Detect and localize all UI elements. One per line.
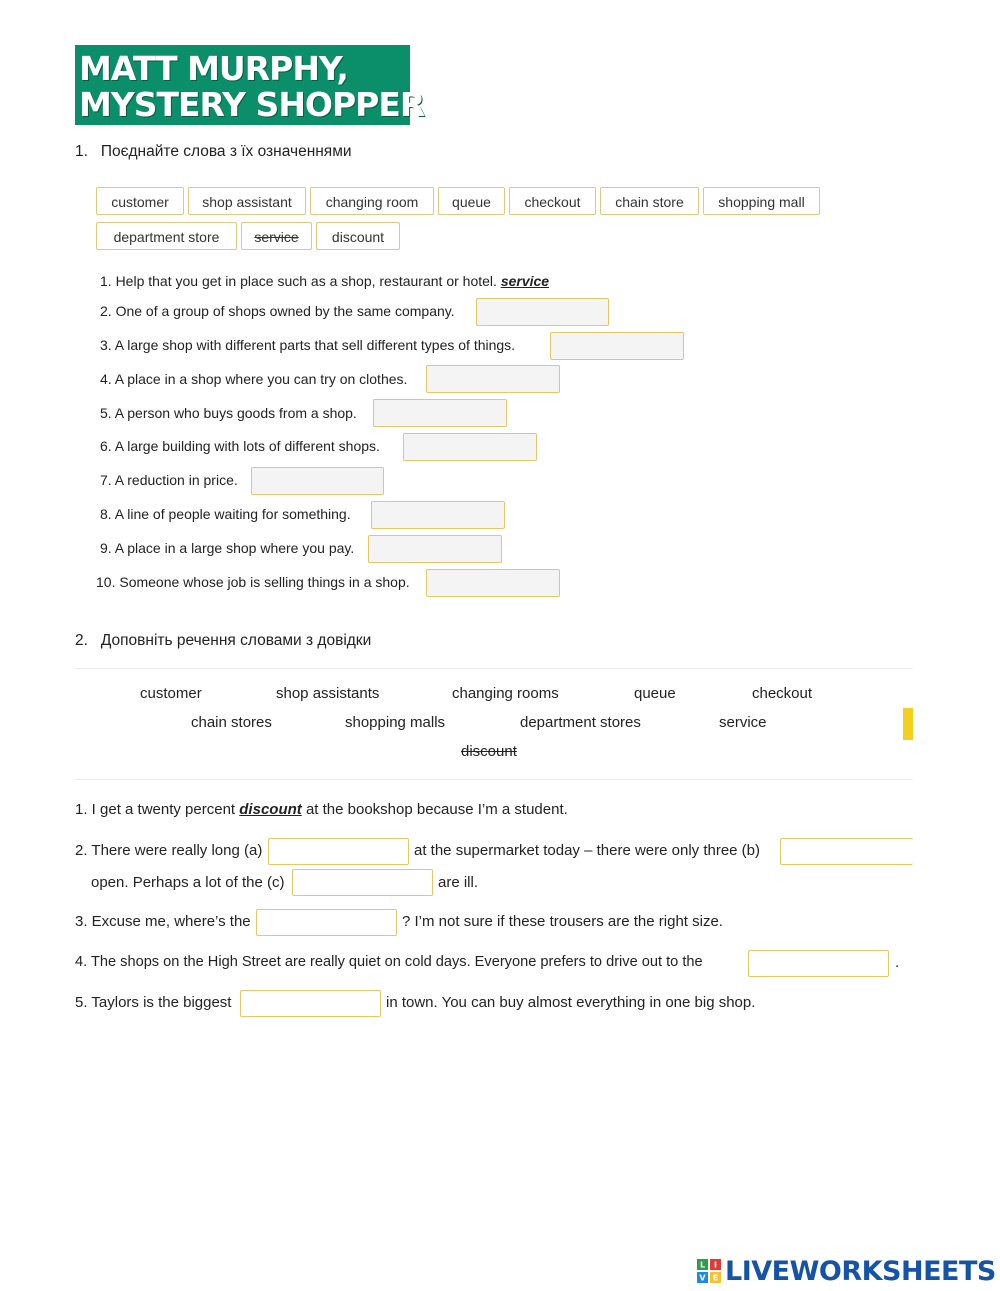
logo-text: LIVEWORKSHEETS	[725, 1256, 996, 1287]
sentence-2c: open. Perhaps a lot of the (c)	[91, 874, 285, 891]
answer-input[interactable]	[550, 332, 684, 360]
answer-input[interactable]	[292, 869, 433, 896]
answer-input[interactable]	[780, 838, 913, 865]
definition-10: 10. Someone whose job is selling things in a shop.	[96, 574, 410, 590]
sentence-4a: 4. The shops on the High Street are really quiet on cold days. Everyone prefers to drive out to the	[75, 954, 703, 970]
bank-word: service	[719, 714, 767, 731]
answer-input[interactable]	[268, 838, 409, 865]
answer-input[interactable]	[256, 909, 397, 936]
answer-input[interactable]	[476, 298, 609, 326]
word-chip[interactable]: shopping mall	[703, 187, 820, 215]
answer-input[interactable]	[748, 950, 889, 977]
definition-1	[100, 273, 549, 289]
bank-word: shop assistants	[276, 685, 380, 702]
sentence-3a: 3. Excuse me, where’s the	[75, 913, 251, 930]
answer-input[interactable]	[251, 467, 384, 495]
word-chip[interactable]: department store	[96, 222, 237, 250]
definition-text: 1. Help that you get in place such as a shop, restaurant or hotel.	[100, 273, 497, 289]
sentence-4b: .	[895, 954, 900, 971]
title-line-2: MYSTERY SHOPPER	[79, 85, 425, 124]
sentence-5b: in town. You can buy almost everything in one big shop.	[386, 994, 756, 1011]
example-answer: service	[500, 273, 550, 289]
answer-input[interactable]	[403, 433, 537, 461]
sentence-text: at the bookshop because I’m a student.	[305, 801, 568, 818]
sentence-text: 1. I get a twenty percent	[75, 801, 236, 818]
bank-word: changing rooms	[452, 685, 559, 702]
logo-icon-letter: L	[699, 1260, 706, 1270]
word-chip[interactable]: shop assistant	[188, 187, 306, 215]
scroll-handle[interactable]	[903, 708, 913, 740]
title-line-1: MATT MURPHY,	[79, 49, 348, 88]
word-chip[interactable]: discount	[316, 222, 400, 250]
answer-input[interactable]	[368, 535, 502, 563]
bank-word: department stores	[520, 714, 641, 731]
bank-word: checkout	[752, 685, 813, 702]
logo-icon-letter: V	[699, 1273, 706, 1283]
bank-word: customer	[140, 685, 202, 702]
bank-word-used: discount	[461, 743, 517, 760]
word-chip[interactable]: checkout	[509, 187, 596, 215]
sentence-1	[75, 801, 568, 818]
answer-input[interactable]	[371, 501, 505, 529]
answer-input[interactable]	[373, 399, 507, 427]
definition-8: 8. A line of people waiting for something.	[100, 506, 351, 522]
answer-input[interactable]	[240, 990, 381, 1017]
example-answer: discount	[239, 801, 302, 818]
answer-input[interactable]	[426, 365, 560, 393]
word-chip[interactable]: customer	[96, 187, 184, 215]
sentence-5a: 5. Taylors is the biggest	[75, 994, 232, 1011]
bank-word: queue	[634, 685, 676, 702]
bank-word: chain stores	[191, 714, 272, 731]
definition-6: 6. A large building with lots of different shops.	[100, 438, 380, 454]
definition-7: 7. A reduction in price.	[100, 472, 238, 488]
answer-input[interactable]	[426, 569, 560, 597]
word-chip[interactable]: changing room	[310, 187, 434, 215]
word-chip[interactable]: chain store	[600, 187, 699, 215]
exercise-1-heading: 1. Поєднайте слова з їх означеннями	[75, 143, 352, 160]
definition-5: 5. A person who buys goods from a shop.	[100, 405, 357, 421]
worksheet-title	[75, 45, 425, 125]
logo-icon-letter: I	[714, 1260, 717, 1270]
word-chip-used: service	[241, 222, 312, 250]
definition-3: 3. A large shop with different parts that sell different types of things.	[100, 337, 516, 353]
definition-4: 4. A place in a shop where you can try on clothes.	[100, 371, 408, 387]
logo-icon-letter: E	[712, 1273, 719, 1283]
liveworksheets-logo-icon	[697, 1259, 721, 1283]
sentence-3b: ? I’m not sure if these trousers are the right size.	[402, 913, 723, 930]
definition-2: 2. One of a group of shops owned by the same company.	[100, 303, 455, 319]
sentence-2b: at the supermarket today – there were only three (b)	[414, 842, 761, 859]
exercise-2-heading: 2. Доповніть речення словами з довідки	[75, 632, 372, 649]
word-chip[interactable]: queue	[438, 187, 505, 215]
bank-word: shopping malls	[345, 714, 446, 731]
sentence-2d: are ill.	[438, 874, 479, 891]
sentence-2a: 2. There were really long (a)	[75, 842, 263, 859]
definition-9: 9. A place in a large shop where you pay.	[100, 540, 355, 556]
